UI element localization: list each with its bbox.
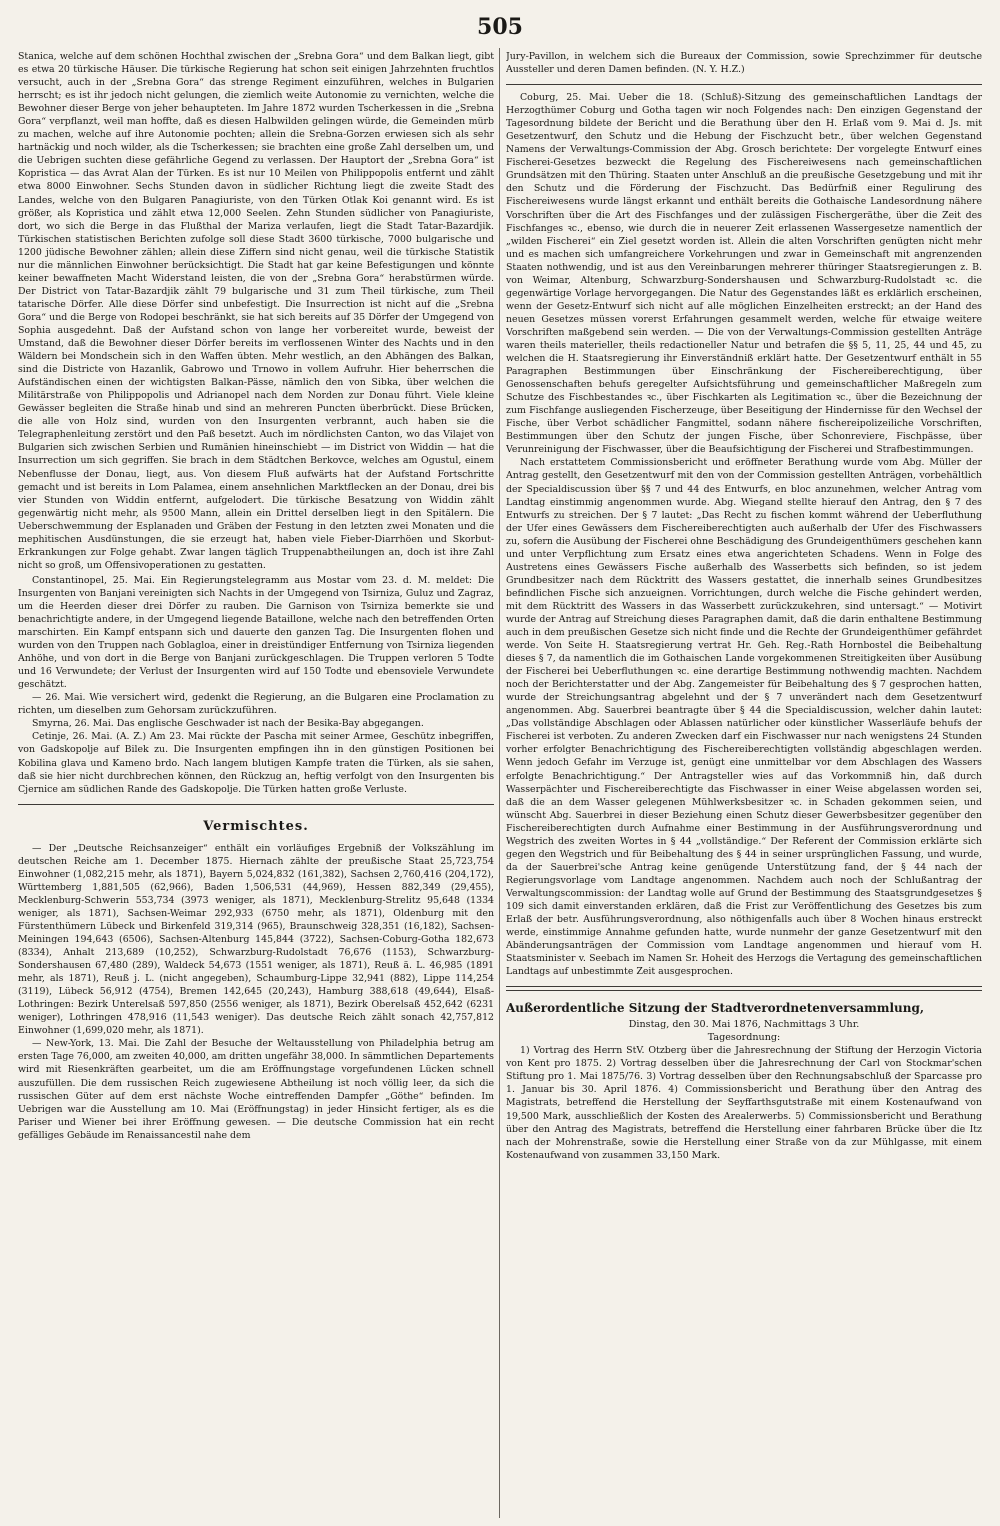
section-heading-vermischtes: Vermischtes. xyxy=(203,818,309,834)
column-divider xyxy=(499,48,500,1518)
article-smyrna: Smyrna, 26. Mai. Das englische Geschwader ist nach der Besika-Bay abgegangen. xyxy=(32,718,424,730)
section-divider xyxy=(18,804,494,805)
article-new-york: — New-York, 13. Mai. Die Zahl der Besuche der Weltausstellung von Philadelphia betrug am ersten Tage 76,000, am zweiten 40,000, am dritten ungefähr 38,000. In sämmtlichen Departements wird mit Riesenkräften gearbeitet, um die am Eröffnungstage vorgefundenen Lücken schnell auszufüllen. Die dem russischen Reich zugewiesene Abtheilung ist noch völlig leer, da sich die russischen Güter auf dem erst nächste Woche eintreffenden Dampfer „Göthe“ befinden. Im Uebrigen war die Ausstellung am 10. Mai (Eröffnungstag) in jeder Hinsicht fertiger, als es die Pariser und Wiener bei ihrer Eröffnung gewesen. — Die deutsche Commission hat ein recht gefälliges Gebäude im Renaissancestil nahe dem xyxy=(18,1038,494,1141)
article-coburg-continued: Nach erstattetem Commissionsbericht und eröffneter Berathung wurde vom Abg. Müller der Antrag gestellt, den Gesetzentwurf mit den von der Commission gestellten Anträgen, vorbehältlich der Specialdiscussion über §§ 7 und 44 des Entwurfs, en bloc anzunehmen, welcher Antrag vom Landtag einstimmig angenommen wurde. Abg. Wiegand stellte hierauf den Antrag, den § 7 des Entwurfs zu streichen. Der § 7 lautet: „Das Recht zu fischen kommt während der Ueberfluthung der Ufer eines Gewässers dem Fischereiberechtigten auch außerhalb der Ufer des Fischwassers zu, sofern die Ausübung der Fischerei ohne Beschädigung des Grundeigenthümers geschehen kann und unter Verpflichtung zum Ersatz eines etwa angerichteten Schadens. Wenn in Folge des Austretens eines Gewässers Fische außerhalb des Wasserbetts sich befinden, so ist jedem Grundbesitzer nach dem Rücktritt des Wassers gestattet, die innerhalb seines Grundbesitzes befindlichen Fische sich anzueignen. Vorrichtungen, durch welche die Fische gehindert werden, mit dem Rücktritt des Wassers in das Wasserbett zurückzukehren, sind untersagt.“ — Motivirt wurde der Antrag auf Streichung dieses Paragraphen damit, daß die darin enthaltene Bestimmung auch in dem preußischen Gesetze sich nicht finde und die Rechte der Grundeigenthümer gefährdet werde. Von Seite H. Staatsregierung vertrat Hr. Geh. Reg.-Rath Hornbostel die Beibehaltung dieses § 7, da namentlich die im Gothaischen Lande vorgekommenen Streitigkeiten über Ausübung der Fischerei bei Ueberfluthungen ꝛc. eine derartige Bestimmung nothwendig machten. Nachdem noch der Berichterstatter und der Abg. Zangemeister für Beibehaltung des § 7 gesprochen hatten, wurde der Streichungsantrag abgelehnt und der § 7 unverändert nach dem Gesetzentwurf angenommen. Abg. Sauerbrei beantragte über § 44 die Specialdiscussion, welcher dahin lautet: „Das vollständige Abschlagen oder Ablassen natürlicher oder künstlicher Wasserläufe behufs der Fischerei ist verboten. Zu anderen Zwecken darf ein Fischwasser nur nach wenigstens 24 Stunden vorher erfolgter Benachrichtigung des Fischereiberechtigten vollständig abgeschlagen werden. Wenn jedoch Gefahr im Verzuge ist, genügt eine unmittelbar vor dem Abschlagen des Wassers erfolgte Benachrichtigung.“ Der Antragsteller wies auf das Vorkommniß hin, daß durch Wasserpächter und Fischereiberechtigte das Fischwasser in einer Weise abgelassen worden sei, daß die an dem Wasser gelegenen Mühlwerksbesitzer ꝛc. in Schaden gekommen seien, und wünscht Abg. Sauerbrei in dieser Beziehung einen Schutz dieser Gewerbsbesitzer gegenüber den Fischereiberechtigten durch Aufnahme einer Bestimmung in der Ausführungsverordnung und Wegstrich des zweiten Wortes in § 44 „vollständige.“ Der Referent der Commission erklärte sich gegen den Wegstrich und für Beibehaltung des § 44 in seiner ursprünglichen Fassung, und wurde, da der Sauerbrei'sche Antrag keine genügende Unterstützung fand, der § 44 nach der Regierungsvorlage vom Landtage angenommen. Nachdem auch noch der Schlußantrag der Verwaltungscommission: der Landtag wolle auf Grund der Bestimmung des Staatsgrundgesetzes § 109 sich damit einverstanden erklären, daß die Frist zur Veröffentlichung des Gesetzes bis zum Erlaß der betr. Ausführungsverordnung, also nöthigenfalls auch über 8 Wochen hinaus erstreckt werde, einstimmige Annahme gefunden hatte, wurde nunmehr der ganze Gesetzentwurf mit den Abänderungsanträgen der Commission vom Landtage angenommen und hierauf vom H. Staatsminister v. Seebach im Namen Sr. Hoheit des Herzogs die Vertagung des gemeinschaftlichen Landtags auf unbestimmte Zeit ausgesprochen. xyxy=(506,457,982,978)
section-divider xyxy=(506,84,982,85)
article-coburg: Coburg, 25. Mai. Ueber die 18. (Schluß)-Sitzung des gemeinschaftlichen Landtags der Herzogthümer Coburg und Gotha tagen wir noch Folgendes nach: Den einzigen Gegenstand der Tagesordnung bildete der Bericht und die Berathung über den H. Erlaß vom 9. Mai d. Js. mit Gesetzentwurf, den Schutz und die Hebung der Fischzucht betr., über welchen Gegenstand Namens der Verwaltungs-Commission der Abg. Grosch berichtete: Der vorgelegte Entwurf eines Fischerei-Gesetzes bezweckt die Regelung des Fischereiwesens nach gemeinschaftlichen Grundsätzen mit den Thüring. Staaten unter Anschluß an die preußische Gesetzgebung und mit ihr den Schutz und die Förderung der Fischzucht. Das Bedürfniß einer Regulirung des Fischereiwesens wurde längst erkannt und enthält bereits die Gothaische Landesordnung nähere Vorschriften über die Art des Fischfanges und der zulässigen Fischergeräthe, über die Zeit des Fischfanges ꝛc., ebenso, wie durch die in neuerer Zeit erlassenen Wassergesetze namentlich der „wilden Fischerei“ ein Ziel gesetzt worden ist. Allein die alten Vorschriften genügten nicht mehr und es machen sich umfangreichere Vorkehrungen und zwar in Gemeinschaft mit angrenzenden Staaten nothwendig, und ist aus den Vereinbarungen mehrerer thüringer Staatsregierungen z. B. von Weimar, Altenburg, Schwarzburg-Sondershausen und Schwarzburg-Rudolstadt ꝛc. die gegenwärtige Vorlage hervorgegangen. Die Natur des Gegenstandes läßt es erklärlich erscheinen, wenn der Gesetz-Entwurf sich nicht auf alle möglichen Einzelheiten erstreckt; an der Hand des neuen Gesetzes müssen vorerst Erfahrungen gesammelt werden, welche für etwaige weitere Vorschriften maßgebend sein werden. — Die von der Verwaltungs-Commission gestellten Anträge waren theils materieller, theils redactioneller Natur und betrafen die §§ 5, 11, 25, 44 und 45, zu welchen die H. Staatsregierung ihr Einverständniß erklärt hatte. Der Gesetzentwurf enthält in 55 Paragraphen Bestimmungen über Einschränkung der Fischereiberechtigung, über Genossenschaften behufs geregelter Aufsichtsführung und gemeinschaftlicher Maßregeln zum Schutze des Fischbestandes ꝛc., über Fischkarten als Legitimation ꝛc., über die Bezeichnung der zum Fischfange ausliegenden Fischerzeuge, über Beseitigung der Hindernisse für den Wechsel der Fische, über Verbot schädlicher Fangmittel, sodann nähere fischereipolizeiliche Vorschriften, Bestimmungen über den Schutz der jungen Fische, über Schonreviere, Fischpässe, über Verunreinigung der Fischwasser, über die Beaufsichtigung der Fischerei und Strafbestimmungen. xyxy=(506,92,982,456)
page-number: 505 xyxy=(477,14,523,40)
article-bulgaria: Stanica, welche auf dem schönen Hochthal zwischen der „Srebna Gora“ und dem Balkan liegt, gibt es etwa 20 türkische Häuser. Die türkische Regierung hat schon seit einigen Jahrzehnten fruchtlos versucht, auch in der „Srebna Gora“ das strenge Regiment einzuführen, welches in Bulgarien herrscht; es ist ihr jedoch nicht gelungen, die ziemlich weite Autonomie zu vernichten, welche die Bewohner dieser Berge von jeher behaupteten. Im Jahre 1872 wurden Tscherkessen in die „Srebna Gora“ verpflanzt, weil man hoffte, daß es diesen Halbwilden gelingen würde, die Gemeinden mürb zu machen, welche auf ihre Autonomie pochten; allein die Srebna-Gorzen erwiesen sich als sehr hartnäckig und noch wilder, als die Tscherkessen; sie brachten eine große Zahl derselben um, und die Uebrigen suchten diese gefährliche Gegend zu verlassen. Der Hauptort der „Srebna Gora“ ist Kopristica — das Avrat Alan der Türken. Es ist nur 10 Meilen von Philippopolis entfernt und zählt etwa 8000 Einwohner. Sechs Stunden davon in südlicher Richtung liegt die zweite Stadt des Landes, welche von den Bulgaren Panagiuriste, von den Türken Otlak Koi genannt wird. Es ist größer, als Kopristica und zählt etwa 12,000 Seelen. Zehn Stunden südlicher von Panagiuriste, dort, wo sich die Berge in das Flußthal der Mariza verlaufen, liegt die Stadt Tatar-Bazardjik. Türkischen statistischen Berichten zufolge soll diese Stadt 3600 türkische, 7000 bulgarische und 1200 jüdische Bewohner zählen; allein diese Ziffern sind nicht genau, weil die türkische Statistik nur die männlichen Einwohner berücksichtigt. Die Stadt hat gar keine Befestigungen und könnte keiner bewaffneten Macht Widerstand leisten, die von der „Srebna Gora“ herabstürmen würde. Der District von Tatar-Bazardjik zählt 79 bulgarische und 31 zum Theil türkische, zum Theil tatarische Dörfer. Alle diese Dörfer sind unbefestigt. Die Insurrection ist nicht auf die „Srebna Gora“ und die Berge von Rodopei beschränkt, sie hat sich bereits auf 35 Dörfer der Umgegend von Sophia ausgedehnt. Daß der Aufstand schon von lange her vorbereitet wurde, beweist der Umstand, daß die Bewohner dieser Dörfer bereits im verflossenen Winter des Nachts und in den Wäldern bei Mondschein sich in den Waffen übten. Mehr westlich, an den Abhängen des Balkan, sind die Districte von Hazanlik, Gabrowo und Trnowo in vollem Aufruhr. Hier beherrschen die Aufständischen einen der wichtigsten Balkan-Pässe, nämlich den von Sibka, über welchen die Militärstraße von Philippopolis und Adrianopel nach dem Norden zur Donau führt. Viele kleine Gewässer begleiten die Straße hinab und sind an mehreren Puncten überbrückt. Diese Brücken, die alle von Holz sind, wurden von den Insurgenten verbrannt, auch haben sie die Telegraphenleitung zerstört und den Paß besetzt. Auch im nördlichsten Canton, wo das Vilajet von Bulgarien sich zwischen Serbien und Rumänien hineinschiebt — im District von Widdin — hat die Insurrection um sich gegriffen. Sie brach in dem Städtchen Berkovce, welches am Ogustul, einem Nebenflusse der Donau, liegt, aus. Von diesem Fluß aufwärts hat der Aufstand Fortschritte gemacht und ist bereits in Lom Palamea, einem ansehnlichen Marktflecken an der Donau, drei bis vier Stunden von Widdin entfernt, aufgelodert. Die türkische Besatzung von Widdin zählt gegenwärtig nicht mehr, als 9500 Mann, allein ein Drittel derselben liegt in den Spitälern. Die Ueberschwemmung der Esplanaden und Gräben der Festung in den letzten zwei Monaten und die mephitischen Ausdünstungen, die sie erzeugt hat, haben viele Fieber-Diarrhöen und Skorbut-Erkrankungen zur Folge gehabt. Zwar langen täglich Truppenabtheilungen an, doch ist ihre Zahl nicht so groß, um Offensivoperationen zu gestatten. xyxy=(18,51,494,571)
left-column xyxy=(18,50,494,1518)
assembly-agenda: 1) Vortrag des Herrn StV. Otzberg über die Jahresrechnung der Stiftung der Herzogin Victoria von Kent pro 1875. 2) Vortrag desselben über die Jahresrechnung der Carl von Stockmar'schen Stiftung pro 1. Mai 1875/76. 3) Vortrag desselben über den Rechnungsabschluß der Sparcasse pro 1. Januar bis 30. April 1876. 4) Commissionsbericht und Berathung über den Antrag des Magistrats, betreffend die Herstellung der Seyffarthsgutstraße mit einem Kostenaufwand von 19,500 Mark, ausschließlich der Kosten des Arealerwerbs. 5) Commissionsbericht und Berathung über den Antrag des Magistrats, betreffend die Herstellung einer fahrbaren Brücke über die Itz nach der Mohrenstraße, sowie die Herstellung einer Straße von da zur Mühlgasse, mit einem Kostenaufwand von zusammen 33,150 Mark. xyxy=(506,1045,982,1161)
article-jury-pavillon: Jury-Pavillon, in welchem sich die Bureaux der Commission, sowie Sprechzimmer für deutsche Aussteller und deren Damen befinden. (N. Y. H.Z.) xyxy=(506,51,982,76)
article-volkszaehlung: — Der „Deutsche Reichsanzeiger“ enthält ein vorläufiges Ergebniß der Volkszählung im deutschen Reiche am 1. December 1875. Hiernach zählte der preußische Staat 25,723,754 Einwohner (1,082,215 mehr, als 1871), Bayern 5,024,832 (161,382), Sachsen 2,760,416 (204,172), Württemberg 1,881,505 (62,966), Baden 1,506,531 (44,969), Hessen 882,349 (29,455), Mecklenburg-Schwerin 553,734 (3973 weniger, als 1871), Mecklenburg-Strelitz 95,648 (1334 weniger, als 1871), Sachsen-Weimar 292,933 (6750 mehr, als 1871), Oldenburg mit den Fürstenthümern Lübeck und Birkenfeld 319,314 (965), Braunschweig 328,351 (16,182), Sachsen-Meiningen 194,643 (6506), Sachsen-Altenburg 145,844 (3722), Sachsen-Coburg-Gotha 182,673 (8334), Anhalt 213,689 (10,252), Schwarzburg-Rudolstadt 76,676 (1153), Schwarzburg-Sondershausen 67,480 (289), Waldeck 54,673 (1551 weniger, als 1871), Reuß ä. L. 46,985 (1891 mehr, als 1871), Reuß j. L. (nicht angegeben), Schaumburg-Lippe 32,941 (882), Lippe 114,254 (3119), Lübeck 56,912 (4754), Bremen 142,645 (20,243), Hamburg 388,618 (49,644), Elsaß-Lothringen: Bezirk Unterelsaß 597,850 (2556 weniger, als 1871), Bezirk Oberelsaß 452,642 (6231 weniger), Lothringen 478,916 (11,543 weniger). Das deutsche Reich zählt sonach 42,757,812 Einwohner (1,699,020 mehr, als 1871). xyxy=(18,842,494,1037)
assembly-date: Dinstag, den 30. Mai 1876, Nachmittags 3 Uhr. xyxy=(628,1019,860,1031)
assembly-heading: Außerordentliche Sitzung der Stadtverordnetenversammlung, xyxy=(506,1001,925,1016)
section-divider-double xyxy=(506,986,982,991)
article-cetinje: Cetinje, 26. Mai. (A. Z.) Am 23. Mai rückte der Pascha mit seiner Armee, Geschütz inbegriffen, von Gadskopolje auf Bilek zu. Die Insurgenten empfingen ihn in den günstigen Positionen bei Kobilina glava und Kameno brdo. Nach langem blutigen Kampfe traten die Türken, als sie sahen, daß sie hier nicht durchbrechen können, den Rückzug an, heftig verfolgt von den Insurgenten bis Cjernice am südlichen Rande des Gadskopolje. Die Türken hatten große Verluste. xyxy=(18,731,494,795)
article-constantinopel: Constantinopel, 25. Mai. Ein Regierungstelegramm aus Mostar vom 23. d. M. meldet: Die Insurgenten von Banjani vereinigten sich Nachts in der Umgegend von Tsirniza, Guluz und Zagraz, um die Heerden dieser drei Dörfer zu rauben. Die Garnison von Tsirniza bemerkte sie und benachrichtigte andere, in der Umgegend liegende Bataillone, welche nach den betreffenden Orten marschirten. Ein Kampf entspann sich und dauerte den ganzen Tag. Die Insurgenten flohen und wurden von den Truppen nach Goblagloa, einer in dreistündiger Entfernung von Tsirniza liegenden Anhöhe, und von dort in die Berge von Banjani zurückgeschlagen. Die Truppen verloren 5 Todte und 16 Verwundete; der Verlust der Insurgenten wird auf 150 Todte und ebensoviele Verwundete geschätzt. xyxy=(18,574,494,691)
assembly-agenda-label: Tagesordnung: xyxy=(707,1032,781,1044)
article-constantinopel-26: — 26. Mai. Wie versichert wird, gedenkt die Regierung, an die Bulgaren eine Proclamation zu richten, um dieselben zum Gehorsam zurückzuführen. xyxy=(18,692,494,717)
right-column xyxy=(506,50,982,1518)
